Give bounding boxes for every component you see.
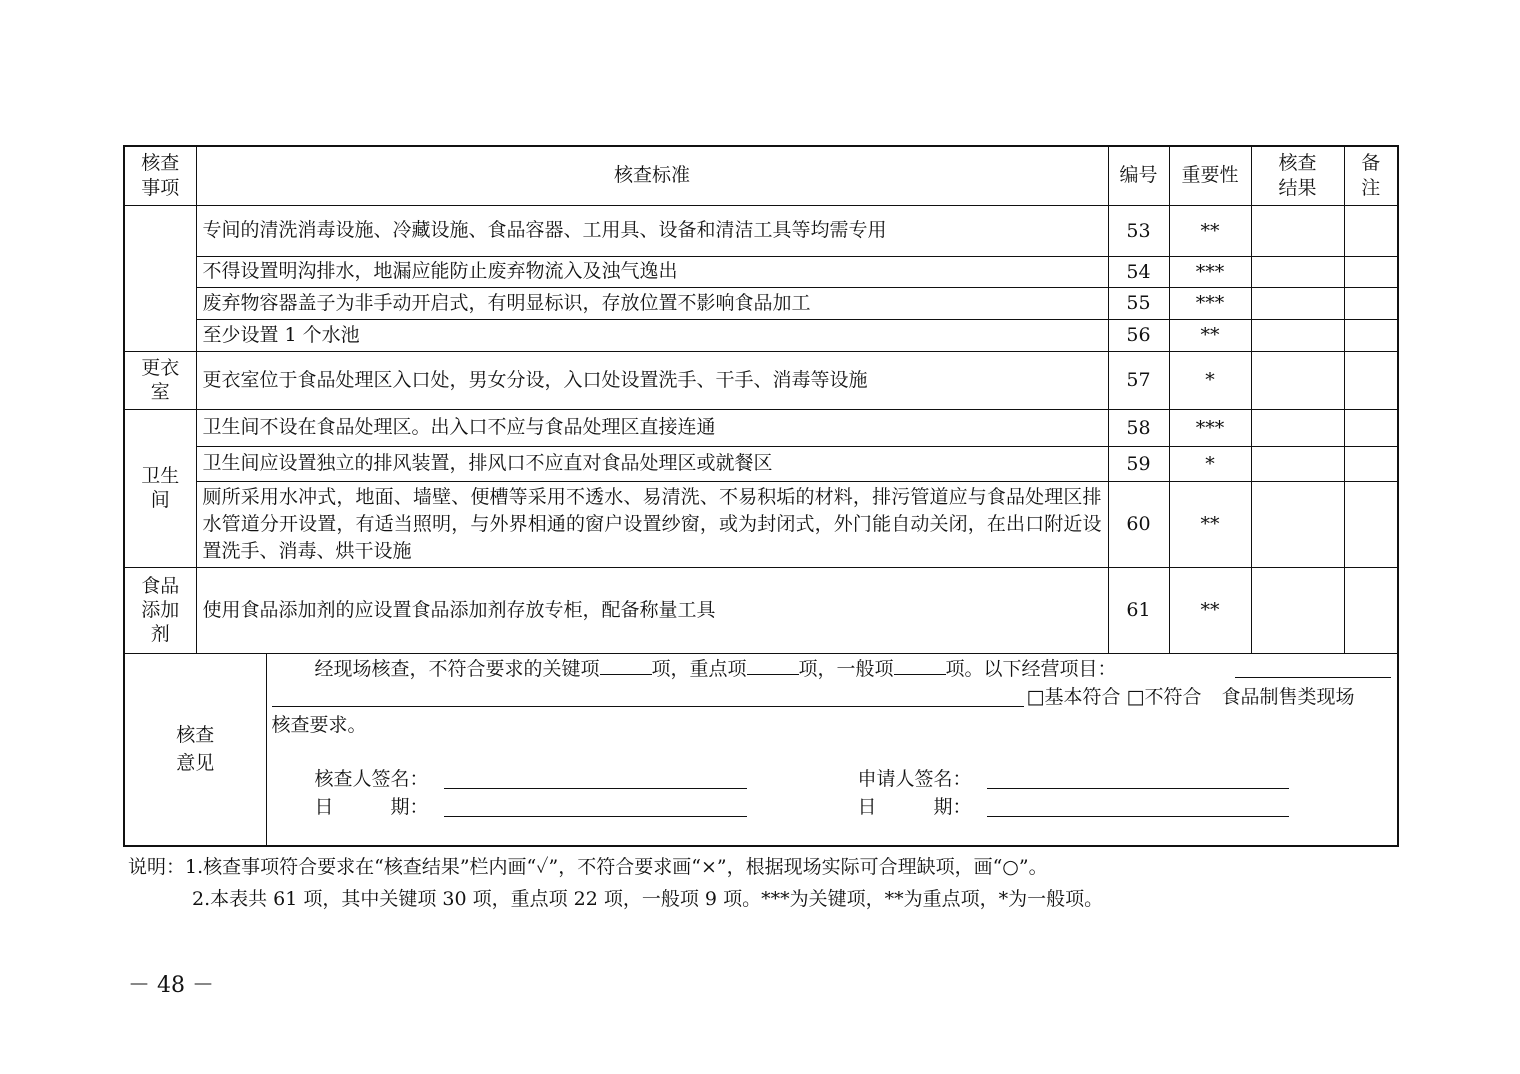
header-item: 核查 事项: [124, 146, 196, 205]
opinion-content: [266, 653, 1398, 846]
standard-cell: 废弃物容器盖子为非手动开启式，有明显标识，存放位置不影响食品加工: [196, 287, 1108, 319]
header-importance: 重要性: [1169, 146, 1251, 205]
standard-cell: 卫生间不设在食品处理区。出入口不应与食品处理区直接连通: [196, 409, 1108, 446]
header-number: 编号: [1108, 146, 1169, 205]
opinion-line-2: [1027, 684, 1355, 710]
standard-cell: 厕所采用水冲式，地面、墙壁、便槽等采用不透水、易清洗、不易积垢的材料，排污管道应与食品处理区排水管道分开设置，有适当照明，与外界相通的窗户设置纱窗，或为封闭式，外门能自动关闭，在出口附近设置洗手、消毒、烘干设施: [196, 481, 1108, 567]
standard-cell: 至少设置 1 个水池: [196, 319, 1108, 351]
business-items-blank-1[interactable]: [1235, 677, 1391, 678]
importance-cell: *: [1169, 351, 1251, 409]
category-cell: 卫生 间: [124, 409, 196, 567]
table-row: [124, 481, 1398, 567]
general-count-blank[interactable]: [894, 658, 946, 675]
note-line-2: 2.本表共 61 项，其中关键项 30 项，重点项 22 项，一般项 9 项。***为关键项，**为重点项，*为一般项。: [192, 888, 1104, 910]
number-cell: 55: [1108, 287, 1169, 319]
remark-cell[interactable]: [1344, 446, 1398, 481]
number-cell: 56: [1108, 319, 1169, 351]
applicant-sign-field[interactable]: [987, 788, 1289, 789]
remark-cell[interactable]: [1344, 567, 1398, 653]
remark-cell[interactable]: [1344, 256, 1398, 287]
table-row: [124, 446, 1398, 481]
note-line-1: 说明：1.核查事项符合要求在“核查结果”栏内画“✓”，不符合要求画“×”，根据现场实际可合理缺项，画“○”。: [128, 856, 1048, 878]
importance-cell: **: [1169, 319, 1251, 351]
table-row: [124, 205, 1398, 256]
table-row: [124, 409, 1398, 446]
header-row: [124, 146, 1398, 205]
number-cell: 58: [1108, 409, 1169, 446]
header-result: 核查 结果: [1251, 146, 1344, 205]
key-count-blank[interactable]: [600, 658, 652, 675]
result-cell[interactable]: [1251, 287, 1344, 319]
applicant-sign-label: 申请人签名：: [857, 767, 972, 790]
result-cell[interactable]: [1251, 481, 1344, 567]
result-cell[interactable]: [1251, 446, 1344, 481]
inspector-sign-label: 核查人签名：: [314, 767, 429, 790]
inspector-sign-field[interactable]: [444, 788, 747, 789]
importance-cell: **: [1169, 481, 1251, 567]
number-cell: 60: [1108, 481, 1169, 567]
importance-cell: **: [1169, 205, 1251, 256]
number-cell: 57: [1108, 351, 1169, 409]
remark-cell[interactable]: [1344, 351, 1398, 409]
opinion-text-4: 项。以下经营项目：: [945, 657, 1117, 680]
inspector-date-field[interactable]: [444, 816, 747, 817]
opinion-row: [124, 653, 1398, 846]
number-cell: 53: [1108, 205, 1169, 256]
remark-cell[interactable]: [1344, 205, 1398, 256]
result-cell[interactable]: [1251, 409, 1344, 446]
business-items-blank-2[interactable]: [272, 706, 1024, 707]
standard-cell: 卫生间应设置独立的排风装置，排风口不应直对食品处理区或就餐区: [196, 446, 1108, 481]
remark-cell[interactable]: [1344, 287, 1398, 319]
table-row: [124, 256, 1398, 287]
result-cell[interactable]: [1251, 319, 1344, 351]
header-standard: 核查标准: [196, 146, 1108, 205]
remark-cell[interactable]: [1344, 319, 1398, 351]
opinion-text-5: 食品制售类现场: [1221, 685, 1355, 708]
remark-cell[interactable]: [1344, 481, 1398, 567]
number-cell: 61: [1108, 567, 1169, 653]
opinion-text-3: 项，一般项: [798, 657, 894, 680]
table-row: [124, 567, 1398, 653]
option-basic-comply[interactable]: □基本符合: [1026, 685, 1121, 708]
opinion-text-2: 项，重点项: [651, 657, 747, 680]
table-row: [124, 351, 1398, 409]
number-cell: 59: [1108, 446, 1169, 481]
major-count-blank[interactable]: [747, 658, 799, 675]
applicant-date-field[interactable]: [987, 816, 1289, 817]
standard-cell: 使用食品添加剂的应设置食品添加剂存放专柜，配备称量工具: [196, 567, 1108, 653]
standard-cell: 不得设置明沟排水，地漏应能防止废弃物流入及浊气逸出: [196, 256, 1108, 287]
inspector-date-label: 日 期：: [314, 795, 429, 818]
category-cell: 更衣 室: [124, 351, 196, 409]
category-cell: [124, 205, 196, 351]
opinion-text-1: 经现场核查，不符合要求的关键项: [314, 657, 600, 680]
importance-cell: ***: [1169, 409, 1251, 446]
table-row: [124, 287, 1398, 319]
category-cell: 食品 添加 剂: [124, 567, 196, 653]
page-number: － 48 －: [128, 973, 214, 998]
result-cell[interactable]: [1251, 256, 1344, 287]
opinion-label: 核查 意见: [124, 653, 266, 846]
importance-cell: ***: [1169, 256, 1251, 287]
number-cell: 54: [1108, 256, 1169, 287]
importance-cell: *: [1169, 446, 1251, 481]
result-cell[interactable]: [1251, 567, 1344, 653]
standard-cell: 专间的清洗消毒设施、冷藏设施、食品容器、工用具、设备和清洁工具等均需专用: [196, 205, 1108, 256]
table-row: [124, 319, 1398, 351]
opinion-text-6: 核查要求。: [271, 713, 367, 736]
remark-cell[interactable]: [1344, 409, 1398, 446]
result-cell[interactable]: [1251, 205, 1344, 256]
importance-cell: ***: [1169, 287, 1251, 319]
option-not-comply[interactable]: □不符合: [1126, 685, 1202, 708]
opinion-line-1: [315, 656, 1117, 682]
importance-cell: **: [1169, 567, 1251, 653]
standard-cell: 更衣室位于食品处理区入口处，男女分设，入口处设置洗手、干手、消毒等设施: [196, 351, 1108, 409]
result-cell[interactable]: [1251, 351, 1344, 409]
inspection-table: [123, 145, 1399, 847]
header-remark: 备 注: [1344, 146, 1398, 205]
applicant-date-label: 日 期：: [857, 795, 972, 818]
